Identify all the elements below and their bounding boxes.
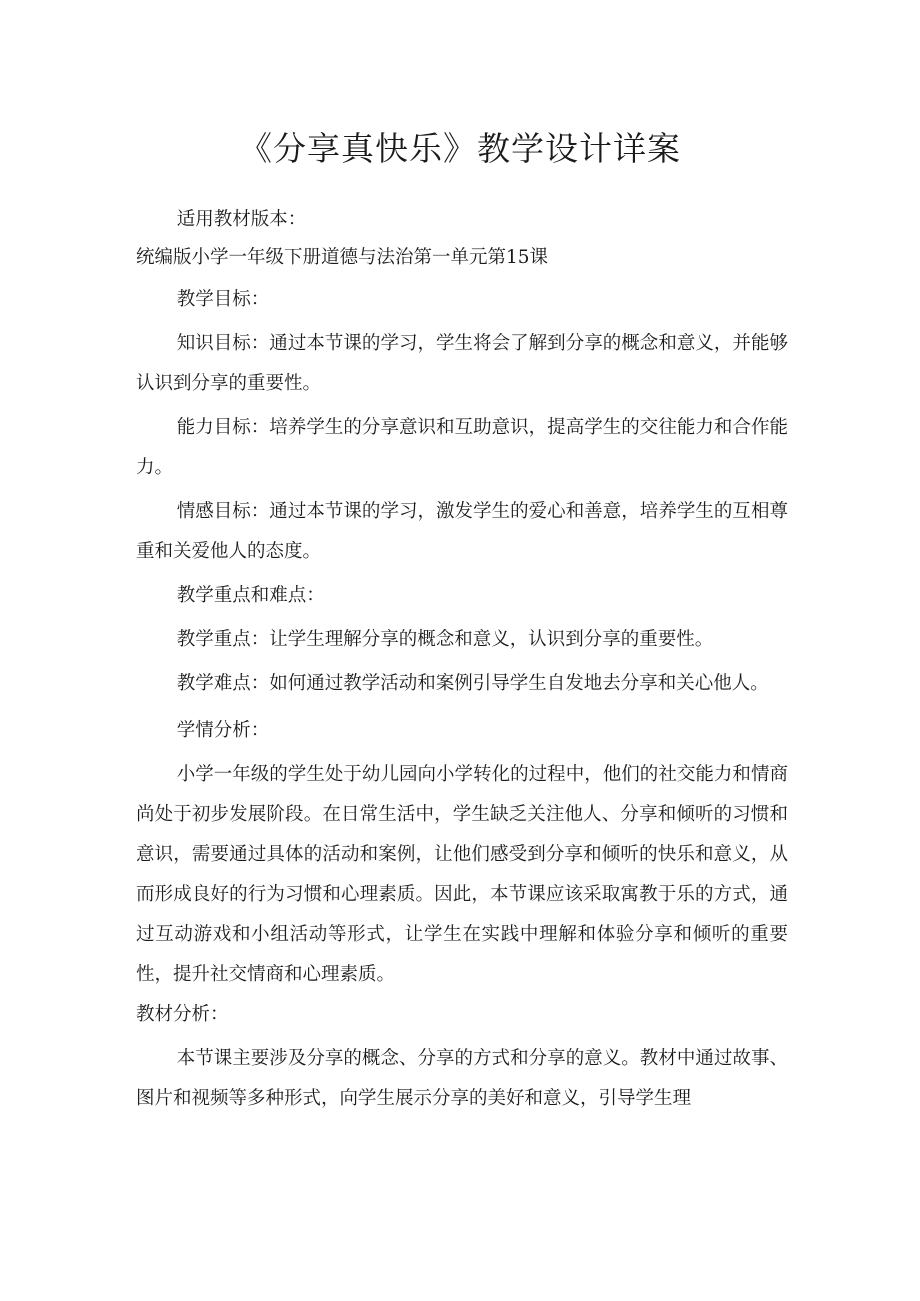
textbook-analysis-text: 本节课主要涉及分享的概念、分享的方式和分享的意义。教材中通过故事、图片和视频等多种形式，向学生展示分享的美好和意义，引导学生理 xyxy=(136,1048,788,1109)
learner-analysis-text: 小学一年级的学生处于幼儿园向小学转化的过程中，他们的社交能力和情商尚处于初步发展阶段。在日常生活中，学生缺乏关注他人、分享和倾听的习惯和意识，需要通过具体的活动和案例，让他们感受到分享和倾听的快乐和意义，从而形成良好的行为习惯和心理素质。因此，本节课应该采取寓教于乐的方式，通过互动游戏和小组活动等形式，让学生在实践中理解和体验分享和倾听的重要性，提升社交情商和心理素质。 xyxy=(136,764,788,985)
document-body xyxy=(136,200,788,1119)
teaching-difficulty: 教学难点：如何通过教学活动和案例引导学生自发地去分享和关心他人。 xyxy=(176,673,769,694)
document-title: 《分享真快乐》教学设计详案 xyxy=(239,129,681,168)
textbook-version-value: 统编版小学一年级下册道德与法治第一单元第15课 xyxy=(136,247,549,268)
emotion-goal: 情感目标：通过本节课的学习，激发学生的爱心和善意，培养学生的互相尊重和关爱他人的态度。 xyxy=(136,501,788,562)
ability-goal: 能力目标：培养学生的分享意识和互助意识，提高学生的交往能力和合作能力。 xyxy=(136,417,788,478)
knowledge-goal: 知识目标：通过本节课的学习，学生将会了解到分享的概念和意义，并能够认识到分享的重要性。 xyxy=(136,333,788,394)
key-points-heading: 教学重点和难点： xyxy=(176,585,325,606)
teaching-key-point: 教学重点：让学生理解分享的概念和意义，认识到分享的重要性。 xyxy=(176,629,714,650)
learner-analysis-heading: 学情分析： xyxy=(176,720,270,741)
teaching-goals-heading: 教学目标： xyxy=(176,289,270,310)
textbook-version-label: 适用教材版本： xyxy=(176,209,307,230)
textbook-analysis-heading: 教材分析： xyxy=(136,1004,229,1025)
